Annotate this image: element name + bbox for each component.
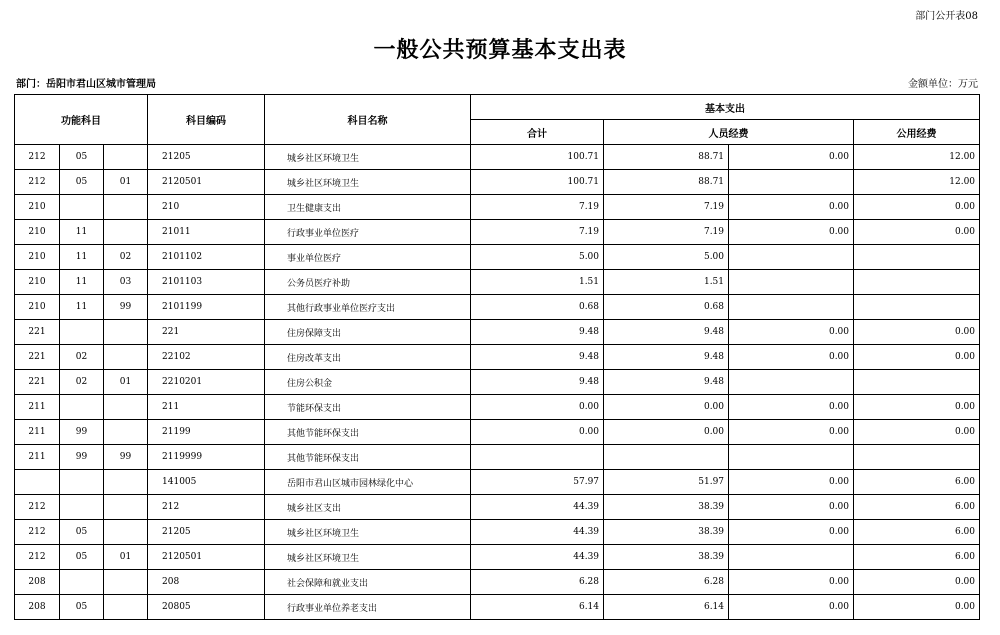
cell-class-code: 208: [15, 570, 60, 595]
cell-section-code: 05: [60, 145, 104, 170]
cell-public: 0.00: [854, 345, 980, 370]
header-public-expense: 公用经费: [854, 120, 980, 145]
cell-public: 0.00: [854, 320, 980, 345]
cell-total: 5.00: [471, 245, 604, 270]
cell-subject-name: 卫生健康支出: [265, 195, 471, 220]
cell-personnel-sub: [729, 295, 854, 320]
header-function-subject: 功能科目: [15, 95, 148, 145]
cell-subject-name: 住房保障支出: [265, 320, 471, 345]
cell-total: 7.19: [471, 220, 604, 245]
cell-personnel-sub: 0.00: [729, 595, 854, 620]
cell-personnel: 0.00: [604, 395, 729, 420]
table-row: [15, 470, 980, 495]
cell-subject-code: 212: [148, 495, 265, 520]
cell-subject-code: 21205: [148, 145, 265, 170]
cell-subject-name: 城乡社区环境卫生: [265, 545, 471, 570]
cell-personnel-sub: [729, 170, 854, 195]
cell-subject-name: 其他节能环保支出: [265, 445, 471, 470]
table-row: [15, 170, 980, 195]
cell-personnel-sub: [729, 370, 854, 395]
cell-personnel: 7.19: [604, 195, 729, 220]
cell-total: 100.71: [471, 145, 604, 170]
cell-item-code: 01: [104, 545, 148, 570]
cell-public: [854, 245, 980, 270]
cell-class-code: 212: [15, 520, 60, 545]
cell-item-code: [104, 520, 148, 545]
cell-personnel-sub: 0.00: [729, 195, 854, 220]
cell-item-code: [104, 220, 148, 245]
cell-subject-code: 208: [148, 570, 265, 595]
cell-subject-name: 其他行政事业单位医疗支出: [265, 295, 471, 320]
cell-item-code: [104, 495, 148, 520]
cell-subject-name: 行政事业单位医疗: [265, 220, 471, 245]
table-row: [15, 445, 980, 470]
cell-personnel-sub: 0.00: [729, 420, 854, 445]
department-label: 部门：岳阳市君山区城市管理局: [16, 79, 156, 90]
cell-class-code: 212: [15, 145, 60, 170]
cell-item-code: 01: [104, 370, 148, 395]
cell-total: 0.00: [471, 420, 604, 445]
cell-item-code: [104, 195, 148, 220]
cell-section-code: 02: [60, 345, 104, 370]
cell-public: 6.00: [854, 545, 980, 570]
table-row: [15, 370, 980, 395]
cell-subject-name: 其他节能环保支出: [265, 420, 471, 445]
cell-subject-name: 城乡社区环境卫生: [265, 520, 471, 545]
cell-section-code: 11: [60, 295, 104, 320]
cell-subject-code: 2101199: [148, 295, 265, 320]
cell-public: [854, 445, 980, 470]
cell-section-code: 11: [60, 270, 104, 295]
cell-personnel: 51.97: [604, 470, 729, 495]
cell-public: 0.00: [854, 595, 980, 620]
cell-section-code: [60, 470, 104, 495]
cell-personnel-sub: [729, 245, 854, 270]
cell-personnel: 1.51: [604, 270, 729, 295]
cell-subject-code: 2101102: [148, 245, 265, 270]
cell-personnel-sub: [729, 445, 854, 470]
cell-total: 0.00: [471, 395, 604, 420]
table-row: [15, 195, 980, 220]
cell-public: [854, 295, 980, 320]
cell-section-code: 05: [60, 170, 104, 195]
cell-class-code: 210: [15, 270, 60, 295]
table-row: [15, 495, 980, 520]
cell-total: 0.68: [471, 295, 604, 320]
cell-total: 44.39: [471, 495, 604, 520]
cell-personnel-sub: [729, 545, 854, 570]
cell-personnel: 9.48: [604, 345, 729, 370]
cell-item-code: [104, 570, 148, 595]
cell-subject-code: 141005: [148, 470, 265, 495]
cell-personnel: 38.39: [604, 495, 729, 520]
cell-personnel: 6.14: [604, 595, 729, 620]
cell-subject-name: 城乡社区环境卫生: [265, 170, 471, 195]
cell-subject-code: 2120501: [148, 170, 265, 195]
cell-section-code: 99: [60, 445, 104, 470]
cell-personnel: 0.00: [604, 420, 729, 445]
cell-public: 6.00: [854, 495, 980, 520]
cell-section-code: 02: [60, 370, 104, 395]
cell-total: 9.48: [471, 345, 604, 370]
table-row: [15, 245, 980, 270]
budget-table: [14, 94, 980, 620]
cell-item-code: 01: [104, 170, 148, 195]
table-row: [15, 595, 980, 620]
cell-subject-name: 事业单位医疗: [265, 245, 471, 270]
cell-class-code: 221: [15, 345, 60, 370]
cell-subject-code: 211: [148, 395, 265, 420]
cell-total: 6.14: [471, 595, 604, 620]
cell-public: 12.00: [854, 170, 980, 195]
cell-class-code: 210: [15, 220, 60, 245]
header-basic-expenditure: 基本支出: [471, 95, 980, 120]
cell-class-code: 211: [15, 445, 60, 470]
cell-personnel: 0.68: [604, 295, 729, 320]
cell-total: 7.19: [471, 195, 604, 220]
cell-public: 6.00: [854, 470, 980, 495]
cell-public: 0.00: [854, 570, 980, 595]
cell-total: 1.51: [471, 270, 604, 295]
cell-section-code: 05: [60, 595, 104, 620]
cell-item-code: [104, 145, 148, 170]
cell-subject-code: 2101103: [148, 270, 265, 295]
cell-item-code: [104, 395, 148, 420]
cell-section-code: [60, 395, 104, 420]
cell-item-code: 02: [104, 245, 148, 270]
cell-section-code: 11: [60, 245, 104, 270]
cell-subject-code: 221: [148, 320, 265, 345]
cell-class-code: 221: [15, 370, 60, 395]
cell-subject-code: 21011: [148, 220, 265, 245]
cell-total: 9.48: [471, 320, 604, 345]
cell-class-code: 212: [15, 495, 60, 520]
table-row: [15, 395, 980, 420]
cell-personnel-sub: 0.00: [729, 345, 854, 370]
cell-personnel-sub: 0.00: [729, 495, 854, 520]
cell-subject-name: 社会保障和就业支出: [265, 570, 471, 595]
cell-section-code: 11: [60, 220, 104, 245]
cell-item-code: [104, 595, 148, 620]
cell-public: [854, 270, 980, 295]
table-row: [15, 295, 980, 320]
cell-item-code: 03: [104, 270, 148, 295]
cell-subject-name: 节能环保支出: [265, 395, 471, 420]
cell-section-code: [60, 495, 104, 520]
cell-total: [471, 445, 604, 470]
cell-personnel: 9.48: [604, 370, 729, 395]
cell-total: 6.28: [471, 570, 604, 595]
cell-personnel-sub: 0.00: [729, 395, 854, 420]
amount-unit-label: 金额单位：万元: [908, 79, 978, 90]
cell-personnel-sub: 0.00: [729, 520, 854, 545]
cell-personnel: 88.71: [604, 170, 729, 195]
cell-personnel: 38.39: [604, 545, 729, 570]
cell-class-code: 211: [15, 420, 60, 445]
cell-section-code: 05: [60, 545, 104, 570]
cell-item-code: [104, 420, 148, 445]
cell-public: 0.00: [854, 420, 980, 445]
header-subject-code: 科目编码: [148, 95, 265, 145]
cell-section-code: [60, 195, 104, 220]
cell-total: 100.71: [471, 170, 604, 195]
cell-total: 9.48: [471, 370, 604, 395]
cell-personnel-sub: 0.00: [729, 470, 854, 495]
cell-personnel: 5.00: [604, 245, 729, 270]
cell-personnel: 9.48: [604, 320, 729, 345]
cell-item-code: [104, 470, 148, 495]
table-row: [15, 220, 980, 245]
cell-item-code: 99: [104, 295, 148, 320]
cell-class-code: 210: [15, 245, 60, 270]
cell-subject-name: 城乡社区环境卫生: [265, 145, 471, 170]
cell-item-code: [104, 320, 148, 345]
cell-public: 0.00: [854, 195, 980, 220]
cell-subject-code: 22102: [148, 345, 265, 370]
cell-class-code: 208: [15, 595, 60, 620]
cell-item-code: [104, 345, 148, 370]
cell-section-code: [60, 320, 104, 345]
cell-personnel-sub: [729, 270, 854, 295]
cell-personnel: 88.71: [604, 145, 729, 170]
table-row: [15, 345, 980, 370]
cell-section-code: 05: [60, 520, 104, 545]
cell-subject-code: 2119999: [148, 445, 265, 470]
cell-public: 6.00: [854, 520, 980, 545]
cell-subject-code: 21205: [148, 520, 265, 545]
cell-public: 12.00: [854, 145, 980, 170]
table-row: [15, 270, 980, 295]
form-number: 部门公开表08: [915, 11, 978, 22]
page-title: 一般公共预算基本支出表: [373, 38, 627, 63]
cell-class-code: 212: [15, 545, 60, 570]
cell-subject-code: 2120501: [148, 545, 265, 570]
table-row: [15, 420, 980, 445]
cell-class-code: 210: [15, 295, 60, 320]
cell-public: 0.00: [854, 395, 980, 420]
cell-item-code: 99: [104, 445, 148, 470]
cell-class-code: 212: [15, 170, 60, 195]
table-row: [15, 320, 980, 345]
header-total: 合计: [471, 120, 604, 145]
cell-class-code: 210: [15, 195, 60, 220]
cell-section-code: [60, 570, 104, 595]
table-row: [15, 545, 980, 570]
cell-class-code: [15, 470, 60, 495]
cell-class-code: 221: [15, 320, 60, 345]
cell-personnel-sub: 0.00: [729, 570, 854, 595]
cell-subject-code: 210: [148, 195, 265, 220]
table-row: [15, 570, 980, 595]
cell-subject-name: 岳阳市君山区城市园林绿化中心: [265, 470, 471, 495]
cell-public: [854, 370, 980, 395]
cell-public: 0.00: [854, 220, 980, 245]
cell-subject-name: 公务员医疗补助: [265, 270, 471, 295]
cell-personnel-sub: 0.00: [729, 145, 854, 170]
cell-section-code: 99: [60, 420, 104, 445]
cell-personnel: 6.28: [604, 570, 729, 595]
cell-subject-name: 城乡社区支出: [265, 495, 471, 520]
cell-total: 44.39: [471, 545, 604, 570]
cell-personnel-sub: 0.00: [729, 220, 854, 245]
cell-personnel: 38.39: [604, 520, 729, 545]
header-personnel-expense: 人员经费: [604, 120, 854, 145]
cell-subject-code: 20805: [148, 595, 265, 620]
cell-subject-name: 行政事业单位养老支出: [265, 595, 471, 620]
header-subject-name: 科目名称: [265, 95, 471, 145]
cell-personnel: [604, 445, 729, 470]
cell-class-code: 211: [15, 395, 60, 420]
cell-total: 44.39: [471, 520, 604, 545]
cell-subject-code: 21199: [148, 420, 265, 445]
table-row: [15, 520, 980, 545]
cell-subject-name: 住房公积金: [265, 370, 471, 395]
cell-subject-name: 住房改革支出: [265, 345, 471, 370]
cell-subject-code: 2210201: [148, 370, 265, 395]
cell-total: 57.97: [471, 470, 604, 495]
cell-personnel: 7.19: [604, 220, 729, 245]
table-row: [15, 145, 980, 170]
cell-personnel-sub: 0.00: [729, 320, 854, 345]
